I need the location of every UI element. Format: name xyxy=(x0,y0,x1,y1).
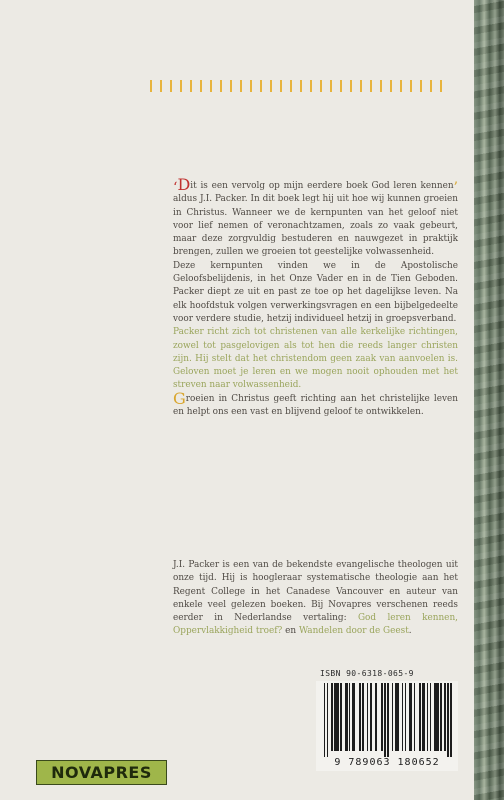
blurb-paragraph-4 xyxy=(173,388,458,420)
paragraph-1-run-1: it is een vervolg op mijn eerdere boek God leren kennen xyxy=(190,181,454,191)
author-bio xyxy=(173,559,458,639)
bio-run-2: en xyxy=(282,626,299,637)
barcode-number: 9 789063 180652 xyxy=(334,757,440,768)
open-quote: ‘ xyxy=(173,180,178,196)
blurb-paragraph-2: Deze kernpunten vinden we in de Apostolische Geloofsbelijdenis, in het Onze Vader en in de Tien Geboden. Packer diept ze uit en past ze toe op het dagelijkse leven. Na elk hoofdstuk volgen verwerkingsvragen en een bijbelgedeelte voor verdere studie, hetzij individueel hetzij in groepsverband. xyxy=(173,260,458,324)
close-quote: ’ xyxy=(453,180,458,196)
paragraph-4-run-1: roeien in Christus geeft richting aan het christelijke leven en helpt ons een vast en blijvend geloof te ontwikkelen. xyxy=(173,393,458,418)
barcode-bars xyxy=(324,683,452,751)
paragraph-1-run-2: aldus J.I. Packer. In dit boek legt hij uit hoe wij kunnen groeien in Christus. Wanneer we de kernpunten van het geloof niet voor lief nemen of veronachtzamen, zoals zo vaak gebeurt, maar deze zorgvuldig bestuderen en nauwgezet in praktijk brengen, zullen we groeien tot geestelijke volwassenheid. xyxy=(173,194,458,258)
drop-letter-d: D xyxy=(177,175,191,194)
barcode xyxy=(316,681,458,771)
book-title-2: Oppervlakkigheid troef? xyxy=(173,626,283,637)
publisher-logo-text: NOVAPRES xyxy=(51,763,152,782)
drop-letter-g: G xyxy=(173,388,186,408)
spine-edge xyxy=(474,0,504,800)
book-title-3: Wandelen door de Geest xyxy=(298,626,409,637)
bio-run-3: . xyxy=(408,626,412,637)
barcode-bar xyxy=(450,683,451,757)
author-bio-paragraph xyxy=(173,559,458,639)
decorative-tick-rule xyxy=(150,80,442,92)
bio-run-1: J.I. Packer is een van de bekendste evangelische theologen uit onze tijd. Hij is hoogleraar systematische theologie aan het Regent College in het Canadese Vancouver en auteur van enkele veel gelezen boeken. Bij Novapres verschenen reeds eerder in Nederlandse vertaling: xyxy=(173,560,458,624)
blurb-paragraph-3: Packer richt zich tot christenen van alle kerkelijke richtingen, zowel tot pasgelovigen als tot hen die reeds langer christen zijn. Hij stelt dat het christendom geen zaak van aanvoelen is. Geloven moet je leren en we mogen nooit ophouden met het streven naar volwassenheid. xyxy=(173,327,458,391)
publisher-logo xyxy=(36,760,167,785)
isbn-label: ISBN 90-6318-065-9 xyxy=(320,669,414,678)
blurb xyxy=(173,175,458,419)
book-title-1: God leren kennen, xyxy=(357,613,458,624)
blurb-paragraph-1 xyxy=(173,175,458,260)
